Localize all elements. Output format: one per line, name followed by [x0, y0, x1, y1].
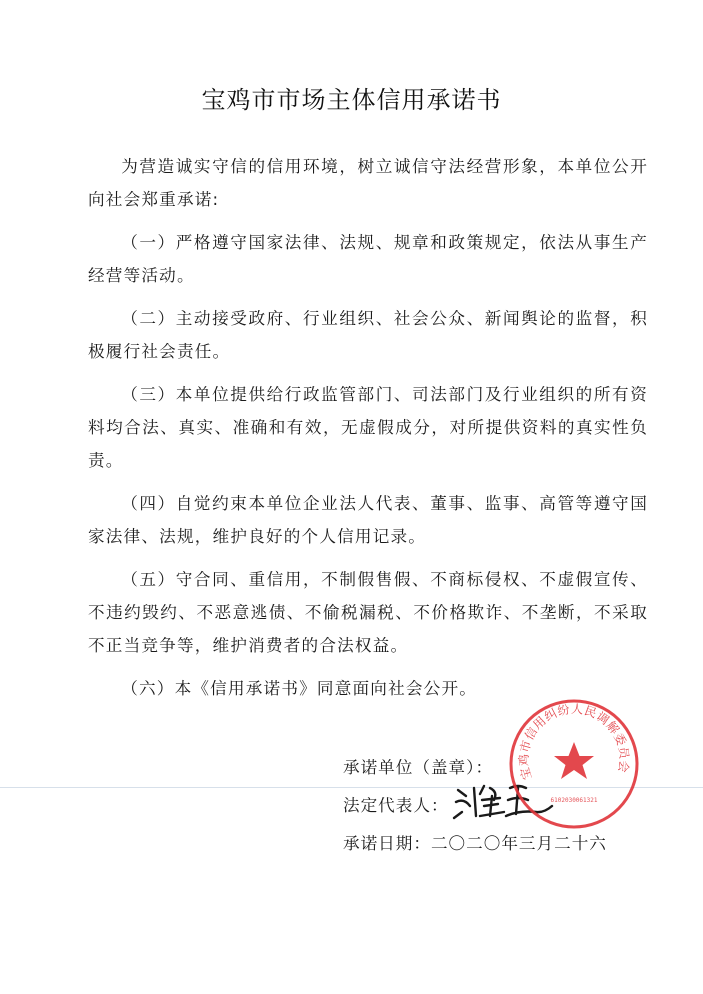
paragraph-item-1: （一）严格遵守国家法律、法规、规章和政策规定，依法从事生产经营等活动。 [88, 233, 648, 285]
document-title: 宝鸡市市场主体信用承诺书 [201, 86, 502, 114]
seal-number: 6102030061321 [550, 797, 598, 804]
paragraph-item-5: （五）守合同、重信用，不制假售假、不商标侵权、不虚假宣传、不违约毁约、不恶意逃债、不偷税漏税、不价格欺诈、不垄断，不采取不正当竞争等，维护消费者的合法权益。 [88, 570, 648, 655]
official-seal [508, 698, 640, 830]
seal-name-text: 宝鸡市信用纠纷人民调解委员会 [516, 701, 632, 782]
document-body [88, 150, 648, 715]
paragraph-item-6: （六）本《信用承诺书》同意面向社会公开。 [121, 679, 478, 698]
paragraph-item-3: （三）本单位提供给行政监管部门、司法部门及行业组织的所有资料均合法、真实、准确和有效，无虚假成分，对所提供资料的真实性负责。 [88, 385, 648, 470]
signing-unit-label: 承诺单位（盖章）： [343, 758, 494, 777]
paragraph-item-2: （二）主动接受政府、行业组织、社会公众、新闻舆论的监督，积极履行社会责任。 [88, 309, 648, 361]
paragraph-intro: 为营造诚实守信的信用环境，树立诚信守法经营形象，本单位公开向社会郑重承诺: [88, 157, 648, 209]
seal-star-icon [554, 742, 594, 779]
commitment-date-label: 承诺日期： [343, 834, 431, 853]
commitment-date-value: 二〇二〇年三月二十六 [430, 834, 607, 853]
paragraph-item-4: （四）自觉约束本单位企业法人代表、董事、监事、高管等遵守国家法律、法规，维护良好的个人信用记录。 [88, 494, 648, 546]
commitment-date [343, 830, 607, 854]
legal-representative-label: 法定代表人： [343, 796, 449, 815]
